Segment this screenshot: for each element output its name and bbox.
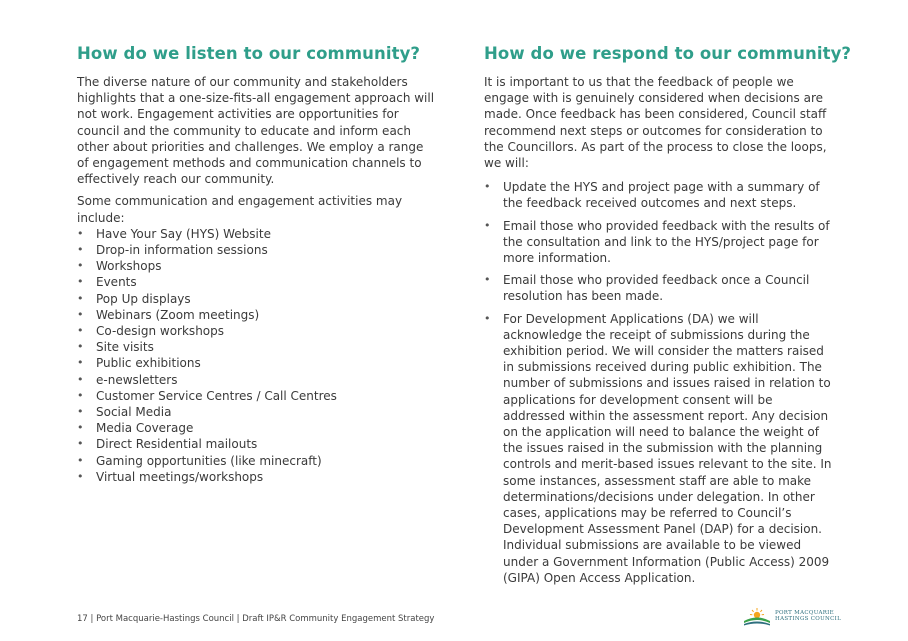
bullet-icon: • [77,356,84,370]
list-item: • Webinars (Zoom meetings) [77,307,260,322]
council-logo-text: PORT MACQUARIE HASTINGS COUNCIL [775,609,842,622]
list-item: • Co-design workshops [77,324,225,339]
respond-intro-paragraph: It is important to us that the feedback of people we engage with is genuinely considered when decisions are made. Once feedback has been considered, Council staff recommend next steps or outcomes for consideration to the Councillors. As part of the process to close the loops, we will: [484,75,827,171]
right-column [484,44,852,592]
response-list [484,179,832,586]
list-item: • Drop-in information sessions [77,243,268,258]
bullet-icon: • [77,405,84,419]
list-item: • e-newsletters [77,372,178,387]
bullet-icon: • [77,275,84,289]
list-item: • Social Media [77,405,172,420]
list-item: • For Development Applications (DA) we will acknowledge the receipt of submissions during the exhibition period. We will consider the matters raised in submissions received during public exhibition. The number of submissions and issues raised in relation to applications for development consent will be addressed within the assessment report. Any decision on the application will need to balance the weight of the issues raised in the submission with the planning controls and merit-based issues relevant to the site. In some instances, assessment staff are able to make determinations/decisions under delegation. In other cases, applications may be referred to Council’s Development Assessment Panel (DAP) for a decision. Individual submissions are available to be viewed under a Government Information (Public Access) 2009 (GIPA) Open Access Application. [484,311,832,585]
bullet-icon: • [77,291,84,305]
bullet-icon: • [77,307,84,321]
bullet-icon: • [77,437,84,451]
activities-intro-paragraph: Some communication and engagement activities may include: [77,194,403,225]
bullet-icon: • [77,259,84,273]
list-item: • Gaming opportunities (like minecraft) [77,453,322,468]
listen-intro-paragraph: The diverse nature of our community and stakeholders highlights that a one-size-fits-all engagement approach will not work. Engagement activities are opportunities for council and the community to educate and inform each other about priorities and challenges. We employ a range of engagement methods and communication channels to effectively reach our community. [77,75,435,187]
list-item: • Pop Up displays [77,291,191,306]
bullet-icon: • [77,340,84,354]
respond-heading: How do we respond to our community? [484,44,852,63]
bullet-icon: • [484,273,491,287]
list-item: • Have Your Say (HYS) Website [77,226,271,241]
list-item: • Events [77,275,137,290]
list-item: • Update the HYS and project page with a summary of the feedback received outcomes and next steps. [484,180,820,211]
list-item: • Email those who provided feedback with the results of the consultation and link to the HYS/project page for more information. [484,218,830,266]
bullet-icon: • [77,372,84,386]
listen-heading: How do we listen to our community? [77,44,421,63]
list-item: • Customer Service Centres / Call Centres [77,388,337,403]
bullet-icon: • [484,311,491,325]
list-item: • Email those who provided feedback once a Council resolution has been made. [484,273,810,304]
bullet-icon: • [484,180,491,194]
page-footer: 17 | Port Macquarie-Hastings Council | Draft IP&R Community Engagement Strategy [77,614,435,624]
list-item: • Site visits [77,340,154,355]
bullet-icon: • [77,243,84,257]
bullet-icon: • [77,453,84,467]
list-item: • Workshops [77,259,162,274]
left-column [77,44,437,485]
list-item: • Direct Residential mailouts [77,437,258,452]
list-item: • Media Coverage [77,421,194,436]
list-item: • Virtual meetings/workshops [77,469,264,484]
bullet-icon: • [484,218,491,232]
bullet-icon: • [77,469,84,483]
council-logo-icon [742,606,772,626]
bullet-icon: • [77,324,84,338]
council-logo [742,606,841,626]
bullet-icon: • [77,388,84,402]
bullet-icon: • [77,226,84,240]
activities-list [77,226,437,485]
bullet-icon: • [77,421,84,435]
list-item: • Public exhibitions [77,356,201,371]
